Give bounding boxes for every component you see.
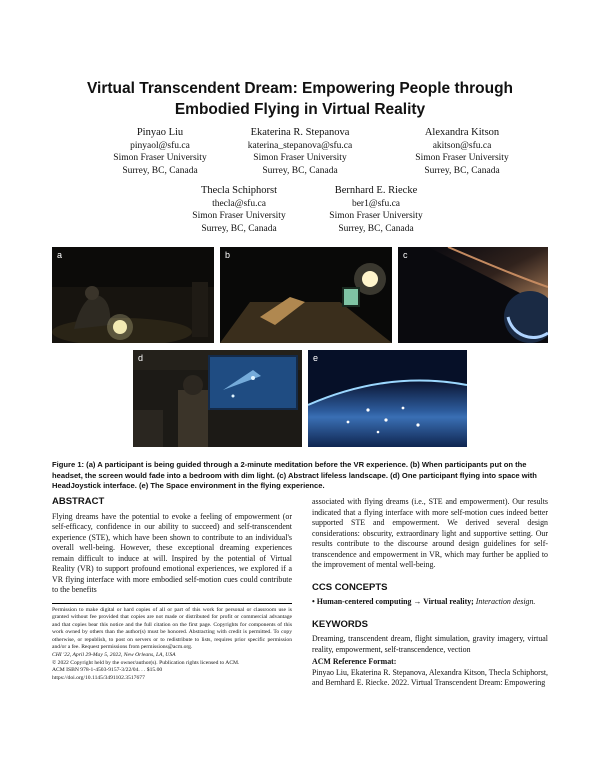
copyright-line: © 2022 Copyright held by the owner/author(s). Publication rights licensed to ACM. [52,659,240,666]
author-name: Ekaterina R. Stepanova [250,127,350,138]
author-location: Surrey, BC, Canada [338,223,414,234]
conference-line: CHI '22, April 29-May 5, 2022, New Orleans, LA, USA [52,652,176,659]
isbn-line: ACM ISBN 978-1-4503-9157-3/22/04. . . $15.00 [52,667,163,674]
ccs-italic: Interaction design. [475,597,536,606]
figure-label: b [225,250,231,260]
doi-link[interactable]: https://doi.org/10.1145/3491102.3517677 [52,674,145,681]
ccs-heading: CCS CONCEPTS [312,581,388,593]
author-affiliation: Simon Fraser University [192,211,286,221]
keywords-heading: KEYWORDS [312,618,368,630]
author-affiliation: Simon Fraser University [415,153,509,163]
figure-panel-b [220,247,392,343]
figure-panel-c [398,247,548,343]
figure-panel-d [133,350,302,447]
author-block [291,185,461,235]
abstract-text-right: associated with flying dreams (i.e., STE and empowerment). Our results indicated that a flying interface with more self-motion cues indeed better supported STE and empowerment. We derived several design considerations: obscurity, extraordinary light and supportive setting. Our results contribute to the discourse around design guidelines for self-transcendence and empowerment in VR, which may further be applied to the improvement of mental well-being. [312,497,548,569]
paper-title [40,78,560,120]
author-location: Surrey, BC, Canada [122,165,198,176]
author-email[interactable]: akitson@sfu.ca [432,140,492,151]
author-affiliation: Simon Fraser University [113,153,207,163]
author-name: Bernhard E. Riecke [334,185,418,196]
bedroom-photo [220,247,392,343]
author-location: Surrey, BC, Canada [424,165,500,176]
figure-label: a [57,250,63,260]
landscape-photo [398,247,548,343]
permission-text: Permission to make digital or hard copies of all or part of this work for personal or classroom use is granted without fee provided that copies are not made or distributed for profit or commercial advantage and that copies bear this notice and the full citation on the first page. Copyrights for components of this work owned by others than the author(s) must be honored. Abstracting with credit is permitted. To copy otherwise, or republish, to post on servers or to redistribute to lists, requires prior specific permission and/or a fee. Request permissions from permissions@acm.org. [52,607,292,651]
author-email[interactable]: katerina_stepanova@sfu.ca [247,140,353,151]
headjoystick-photo [133,350,302,447]
author-name: Thecla Schiphorst [200,185,278,196]
figure-panel-a [52,247,214,343]
abstract-text-left: Flying dreams have the potential to evoke a feeling of empowerment (or self-efficacy, confidence in our ability to succeed) and self-transcendent experience (STE), which have been shown to contribute to an individual's overall well-being. However, these exceptional dreaming experiences remain difficult to induce at will. Inspired by the potential of Virtual Reality (VR) to support profound emotional experiences, we explored if a VR flying interface with more embodied self-motion cues could contribute to the benefits [52,511,292,594]
footnote-divider [52,603,292,604]
meditation-photo [52,247,214,343]
author-affiliation: Simon Fraser University [253,153,347,163]
abstract-heading: ABSTRACT [52,496,105,507]
author-affiliation: Simon Fraser University [329,211,423,221]
author-location: Surrey, BC, Canada [262,165,338,176]
right-column [312,497,548,689]
space-environment-photo [308,350,467,447]
ccs-text: • Human-centered computing → Virtual reality; [312,597,476,606]
author-email[interactable]: ber1@sfu.ca [351,198,401,209]
ccs-concepts [312,597,548,608]
reference-text: Pinyao Liu, Ekaterina R. Stepanova, Alexandra Kitson, Thecla Schiphorst, and Bernhard E. Riecke. 2022. Virtual Transcendent Dream: Empowering [312,667,548,687]
title-line-2: Embodied Flying in Virtual Reality [174,101,426,118]
author-block [215,127,385,177]
author-block [377,127,547,177]
author-name: Pinyao Liu [136,127,184,138]
figure-label: c [403,250,408,260]
author-email[interactable]: pinyaol@sfu.ca [130,140,190,151]
left-column [52,497,292,596]
figure-caption: Figure 1: (a) A participant is being guided through a 2-minute meditation before the VR experience. (b) When participants put on the headset, the screen would fade into a bedroom with dim light. (c) Abstract lifeless landscape. (d) One participant flying into space with HeadJoystick interface. (e) The Space environment in the flying experience. [52,460,537,490]
figure-label: e [313,353,319,363]
permission-notice [52,607,292,682]
figure-label: d [138,353,144,363]
figure-panel-e [308,350,467,447]
keywords-text: Dreaming, transcendent dream, flight simulation, gravity imagery, virtual reality, empowerment, self-transcendence, vection [312,634,548,654]
author-location: Surrey, BC, Canada [201,223,277,234]
title-line-1: Virtual Transcendent Dream: Empowering People through [86,80,514,97]
reference-heading: ACM Reference Format: [312,657,397,666]
author-email[interactable]: thecla@sfu.ca [212,198,266,209]
author-name: Alexandra Kitson [424,127,500,138]
